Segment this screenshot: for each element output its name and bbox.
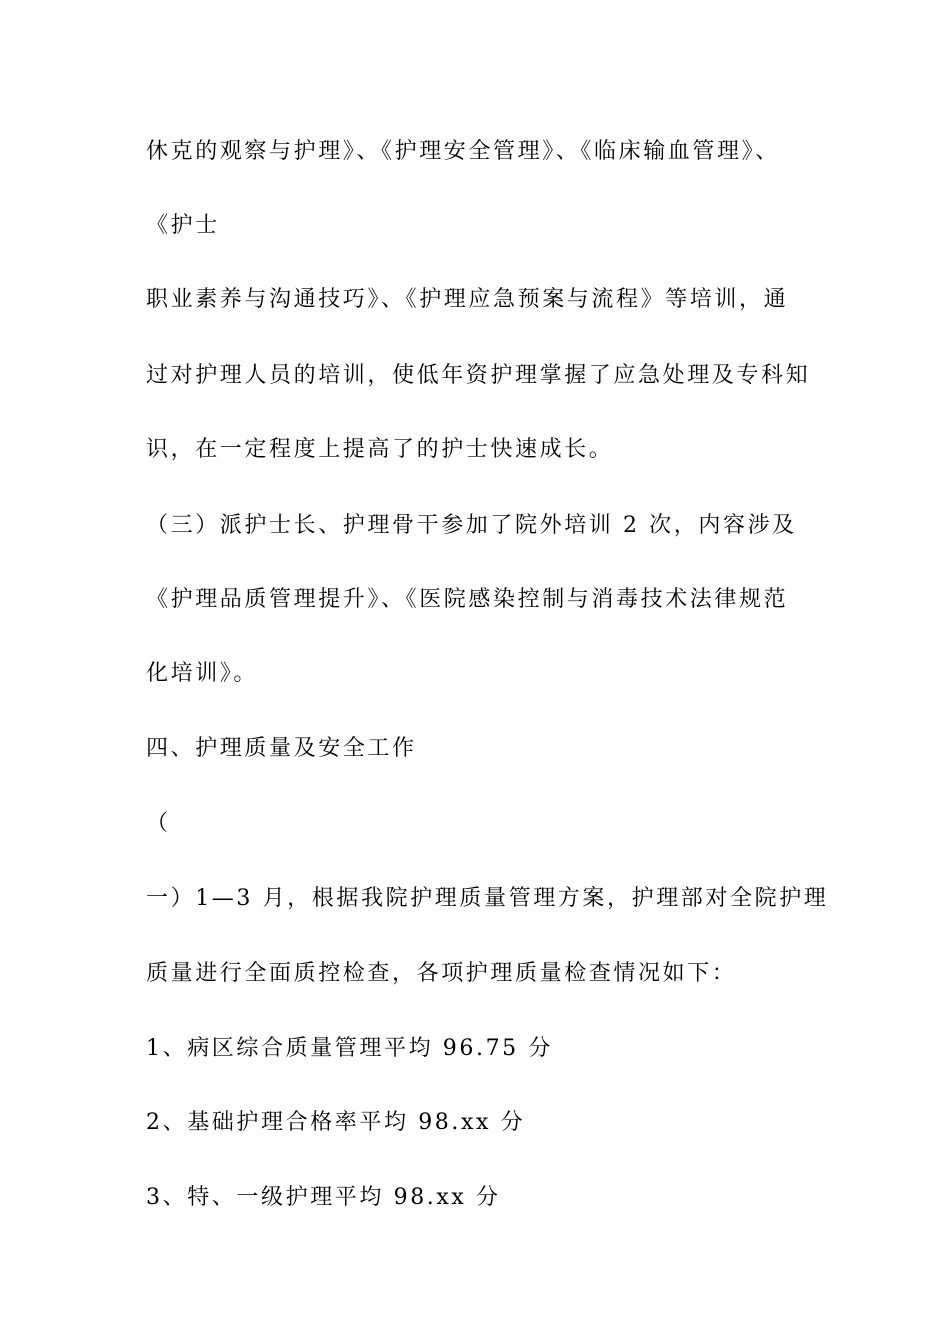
list-item: 1、病区综合质量管理平均 96.75 分 (146, 1036, 553, 1061)
text-line: 休克的观察与护理》、《护理安全管理》、《临床输血管理》、 (146, 139, 780, 164)
list-item: 3、特、一级护理平均 98.xx 分 (146, 1185, 501, 1210)
text-line: 识，在一定程度上提高了的护士快速成长。 (146, 437, 614, 462)
text-line: 一）1—3 月，根据我院护理质量管理方案，护理部对全院护理 (146, 886, 829, 911)
text-line: 化培训》。 (146, 661, 259, 686)
section-heading: 四、护理质量及安全工作 (146, 736, 417, 761)
list-item: 2、基础护理合格率平均 98.xx 分 (146, 1110, 526, 1135)
text-line: 职业素养与沟通技巧》、《护理应急预案与流程》等培训，通 (146, 287, 789, 312)
text-line: 过对护理人员的培训，使低年资护理掌握了应急处理及专科知 (146, 363, 811, 388)
text-line: 《护士 (146, 213, 220, 238)
text-line: 质量进行全面质控检查，各项护理质量检查情况如下： (146, 961, 737, 986)
text-line: （ (146, 811, 171, 836)
text-line: 《护理品质管理提升》、《医院感染控制与消毒技术法律规范 (146, 587, 789, 612)
text-line: （三）派护士长、护理骨干参加了院外培训 2 次，内容涉及 (146, 513, 797, 538)
